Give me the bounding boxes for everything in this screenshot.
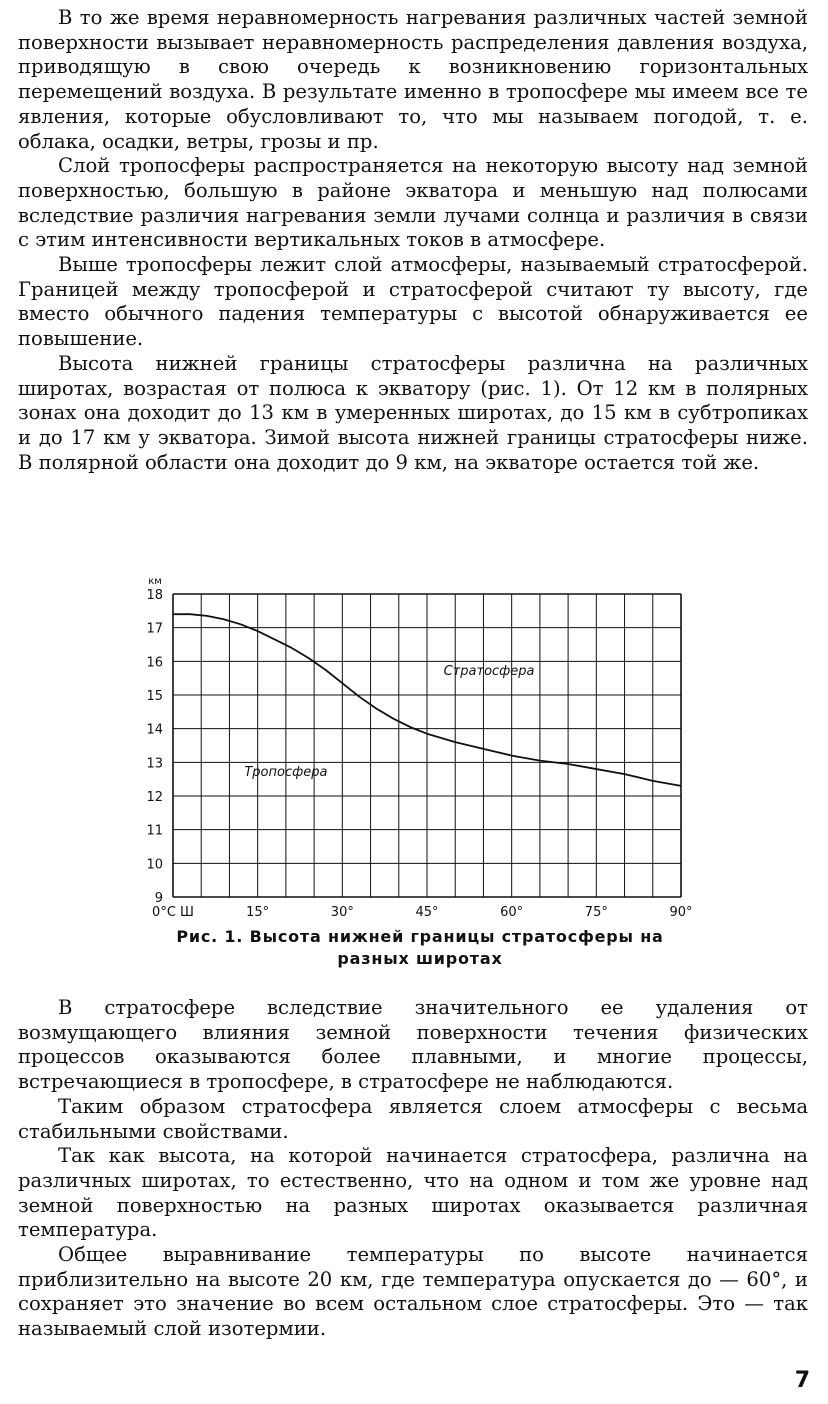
page-number: 7 [794, 1368, 810, 1393]
region-label: Стратосфера [443, 663, 535, 679]
y-tick-label: 9 [154, 891, 163, 906]
caption-line-2: разных широтах [337, 949, 503, 968]
y-axis-unit-label: км [148, 576, 162, 587]
text-block-bottom [18, 996, 808, 1342]
x-tick-label: 15° [246, 905, 270, 920]
paragraph: Так как высота, на которой начинается стратосфера, различна на различных широтах, то естественно, что на одном и том же уровне над земной поверхностью на разных широтах оказывается различная температура. [18, 1144, 808, 1242]
x-tick-label: 60° [500, 905, 524, 920]
paragraph: Выше тропосферы лежит слой атмосферы, называемый стратосферой. Границей между тропосферой и стратосферой считают ту высоту, где вместо обычного падения температуры с высотой обнаруживается ее повышение. [18, 253, 808, 351]
stratosphere-height-chart [130, 572, 710, 922]
text-block-top [18, 6, 808, 475]
paragraph: В то же время неравномерность нагревания различных частей земной поверхности вызывает неравномерность распределения давления воздуха, приводящую в свою очередь к возникновению горизонтальных перемещений воздуха. В результате именно в тропосфере мы имеем все те явления, которые обусловливают то, что мы называем погодой, т. е. облака, осадки, ветры, грозы и пр. [18, 6, 808, 153]
paragraph: Слой тропосферы распространяется на некоторую высоту над земной поверхностью, большую в районе экватора и меньшую над полюсами вследствие различия нагревания земли лучами солнца и различия в связи с этим интенсивности вертикальных токов в атмосфере. [18, 154, 808, 252]
y-tick-label: 18 [146, 588, 163, 603]
y-tick-label: 16 [146, 655, 163, 671]
figure-caption [130, 926, 710, 970]
y-tick-label: 13 [146, 756, 163, 772]
x-tick-label: 75° [584, 905, 608, 920]
figure-1 [130, 572, 710, 972]
paragraph: В стратосфере вследствие значительного ее удаления от возмущающего влияния земной поверхности течения физических процессов оказываются более плавными, и многие процессы, встречающиеся в тропосфере, в стратосфере не наблюдаются. [18, 996, 808, 1094]
y-tick-label: 17 [146, 621, 163, 637]
x-tick-label: 30° [330, 905, 354, 920]
x-tick-label: 90° [669, 905, 693, 920]
paragraph: Высота нижней границы стратосферы различна на различных широтах, возрастая от полюса к экватору (рис. 1). От 12 км в полярных зонах она доходит до 13 км в умеренных широтах, до 15 км в субтропиках и до 17 км у экватора. Зимой высота нижней границы стратосферы ниже. В полярной области она доходит до 9 км, на экваторе остается той же. [18, 351, 808, 474]
y-tick-label: 15 [146, 689, 163, 704]
y-tick-label: 12 [146, 790, 163, 805]
y-tick-label: 10 [146, 857, 163, 873]
x-tick-label: 45° [415, 905, 439, 920]
paragraph: Общее выравнивание температуры по высоте начинается приблизительно на высоте 20 км, где температура опускается до — 60°, и сохраняет это значение во всем остальном слое стратосферы. Это — так называемый слой изотермии. [18, 1243, 808, 1341]
y-tick-label: 11 [146, 823, 163, 839]
y-tick-label: 14 [146, 722, 163, 738]
caption-line-1: Рис. 1. Высота нижней границы стратосферы на [176, 927, 664, 946]
x-tick-label: 0°С Ш [152, 905, 194, 920]
region-label: Тропосфера [244, 764, 328, 780]
paragraph: Таким образом стратосфера является слоем атмосферы с весьма стабильными свойствами. [18, 1094, 808, 1143]
